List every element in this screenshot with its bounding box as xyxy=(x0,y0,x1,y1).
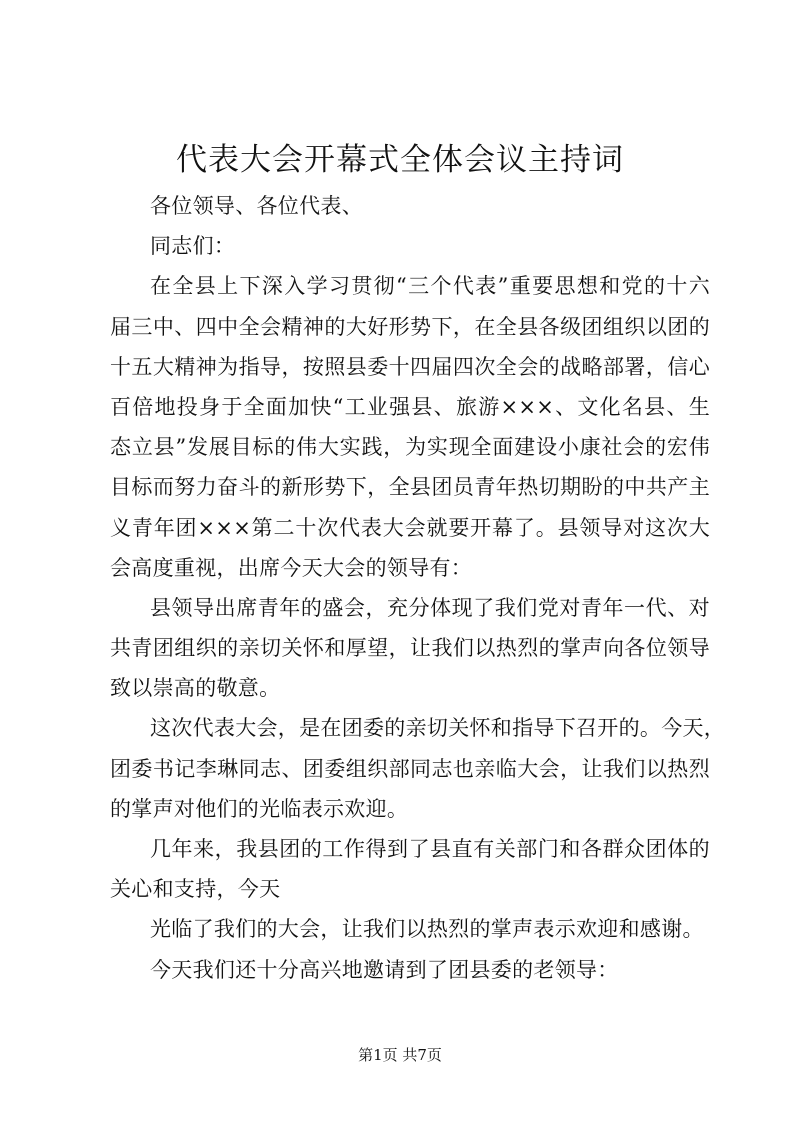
paragraph-line: 关心和支持，今天 xyxy=(110,877,281,902)
paragraph-line: 共青团组织的亲切关怀和厚望，让我们以热烈的掌声向各位领导 xyxy=(110,636,710,661)
paragraph-line: 今天我们还十分高兴地邀请到了团县委的老领导： xyxy=(150,957,619,982)
paragraph-line: 在全县上下深入学习贯彻“三个代表”重要思想和党的十六 xyxy=(150,274,710,299)
paragraph-line: 县领导出席青年的盛会，充分体现了我们党对青年一代、对 xyxy=(150,595,710,620)
paragraph-line: 十五大精神为指导，按照县委十四届四次全会的战略部署，信心 xyxy=(110,354,710,379)
paragraph-line: 光临了我们的大会，让我们以热烈的掌声表示欢迎和感谢。 xyxy=(150,917,704,942)
paragraph-line: 的掌声对他们的光临表示欢迎。 xyxy=(110,796,409,821)
salutation-line: 各位领导、各位代表、 xyxy=(150,194,363,218)
paragraph-line: 态立县”发展目标的伟大实践，为实现全面建设小康社会的宏伟 xyxy=(110,435,710,460)
paragraph-line: 团委书记李琳同志、团委组织部同志也亲临大会，让我们以热烈 xyxy=(110,756,710,781)
document-title: 代表大会开幕式全体会议主持词 xyxy=(176,142,624,178)
paragraph-line: 百倍地投身于全面加快“工业强县、旅游×××、文化名县、生 xyxy=(110,394,710,419)
paragraph-line: 届三中、四中全会精神的大好形势下，在全县各级团组织以团的 xyxy=(110,314,710,339)
salutation-line: 同志们： xyxy=(150,234,236,259)
paragraph-line: 这次代表大会，是在团委的亲切关怀和指导下召开的。今天， xyxy=(150,716,726,741)
paragraph-line: 几年来，我县团的工作得到了县直有关部门和各群众团体的 xyxy=(150,837,710,861)
paragraph-line: 致以崇高的敬意。 xyxy=(110,676,281,701)
paragraph-line: 义青年团×××第二十次代表大会就要开幕了。县领导对这次大 xyxy=(110,515,710,540)
document-body xyxy=(110,186,726,990)
paragraph-line: 会高度重视，出席今天大会的领导有： xyxy=(110,555,473,580)
page-footer: 第1页 共7页 xyxy=(358,1046,442,1064)
paragraph-line: 目标而努力奋斗的新形势下，全县团员青年热切期盼的中共产主 xyxy=(110,475,710,500)
